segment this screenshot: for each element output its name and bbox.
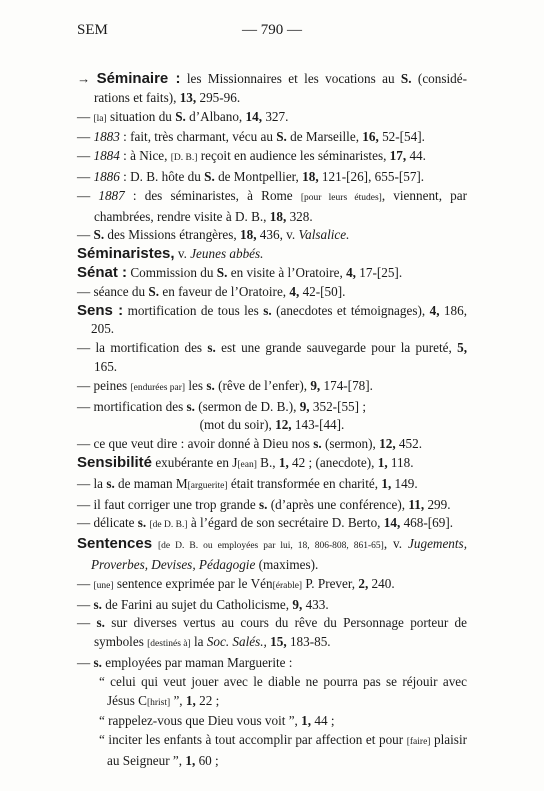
- entry-subentry: — S. des Missions étrangères, 18, 436, v. Valsalice.: [77, 227, 350, 243]
- entry-subentry: — la s. de maman M[arguerite] était transformée en charité, 1, 149.: [77, 475, 418, 491]
- entry-subentry: — ce que veut dire : avoir donné à Dieu nos s. (sermon), 12, 452.: [77, 436, 422, 452]
- entry-subentry: — [la] situation du S. d’Albano, 14, 327.: [77, 108, 289, 124]
- entry-subentry: — 1883 : fait, très charmant, vécu au S. de Marseille, 16, 52-[54].: [77, 129, 425, 145]
- entry-seminaristes: Séminaristes, v. Jeunes abbés.: [77, 245, 264, 263]
- entry-sentences: Sentences [de D. B. ou employées par lui, 18, 806-808, 861-65], v. Jugements, Proverbes, Devises, Pédagogie (maximes).: [77, 535, 467, 572]
- entry-subentry: — mortification des s. (sermon de D. B.), 9, 352-[55] ;: [77, 398, 366, 414]
- entry-subentry: — s. sur diverses vertus au cours du rêve du Personnage porteur de symboles [destinés à] la Soc. Salés., 15, 183-85.: [77, 615, 468, 650]
- quote-line: “ rappelez-vous que Dieu vous voit ”, 1, 44 ;: [99, 713, 335, 729]
- entry-subentry: — la mortification des s. est une grande sauvegarde pour la pureté, 5, 165.: [77, 340, 467, 374]
- entry-senat: Sénat : Commission du S. en visite à l’Oratoire, 4, 17-[25].: [77, 263, 403, 281]
- quote-line: “ inciter les enfants à tout accomplir par affection et pour [faire] plaisir au Seigneur ”, 1, 60 ;: [99, 732, 467, 768]
- entry-subentry: — [une] sentence exprimée par le Vén[érable] P. Prever, 2, 240.: [77, 575, 395, 591]
- entry-subentry: — 1887 : des séminaristes, à Rome [pour leurs études], viennent, par chambrées, rendre visite à D. B., 18, 328.: [77, 187, 468, 224]
- running-head: SEM: [77, 22, 108, 38]
- entry-subentry: — 1886 : D. B. hôte du S. de Montpellier, 18, 121-[26], 655-[57].: [77, 168, 425, 184]
- entry-seminaire: → Séminaire : les Missionnaires et les vocations au S. (considé-rations et faits), 13, 295-96.: [77, 70, 468, 105]
- entry-subentry: — séance du S. en faveur de l’Oratoire, 4, 42-[50].: [77, 283, 346, 299]
- quote-line: “ celui qui veut jouer avec le diable ne pourra pas se réjouir avec Jésus C[hrist] ”, 1, 22 ;: [99, 673, 467, 708]
- entry-subentry: — s. employées par maman Marguerite :: [77, 654, 293, 670]
- entry-subentry: — peines [endurées par] les s. (rêve de l’enfer), 9, 174-[78].: [77, 377, 373, 393]
- entry-sensibilite: Sensibilité exubérante en J[ean] B., 1, 42 ; (anecdote), 1, 118.: [77, 453, 414, 471]
- entry-subentry: — délicate s. [de D. B.] à l’égard de son secrétaire D. Berto, 14, 468-[69].: [77, 515, 454, 531]
- entry-subentry: — 1884 : à Nice, [D. B.] reçoit en audience les séminaristes, 17, 44.: [77, 148, 426, 164]
- entry-subentry: — s. de Farini au sujet du Catholicisme, 9, 433.: [77, 596, 329, 612]
- page-number: — 790 —: [242, 22, 302, 38]
- index-entries: [77, 70, 467, 771]
- entry-sens: Sens : mortification de tous les s. (anecdotes et témoignages), 4, 186, 205.: [77, 301, 468, 337]
- entry-continuation: (mot du soir), 12, 143-[44].: [199, 417, 345, 433]
- entry-subentry: — il faut corriger une trop grande s. (d’après une conférence), 11, 299.: [77, 496, 451, 512]
